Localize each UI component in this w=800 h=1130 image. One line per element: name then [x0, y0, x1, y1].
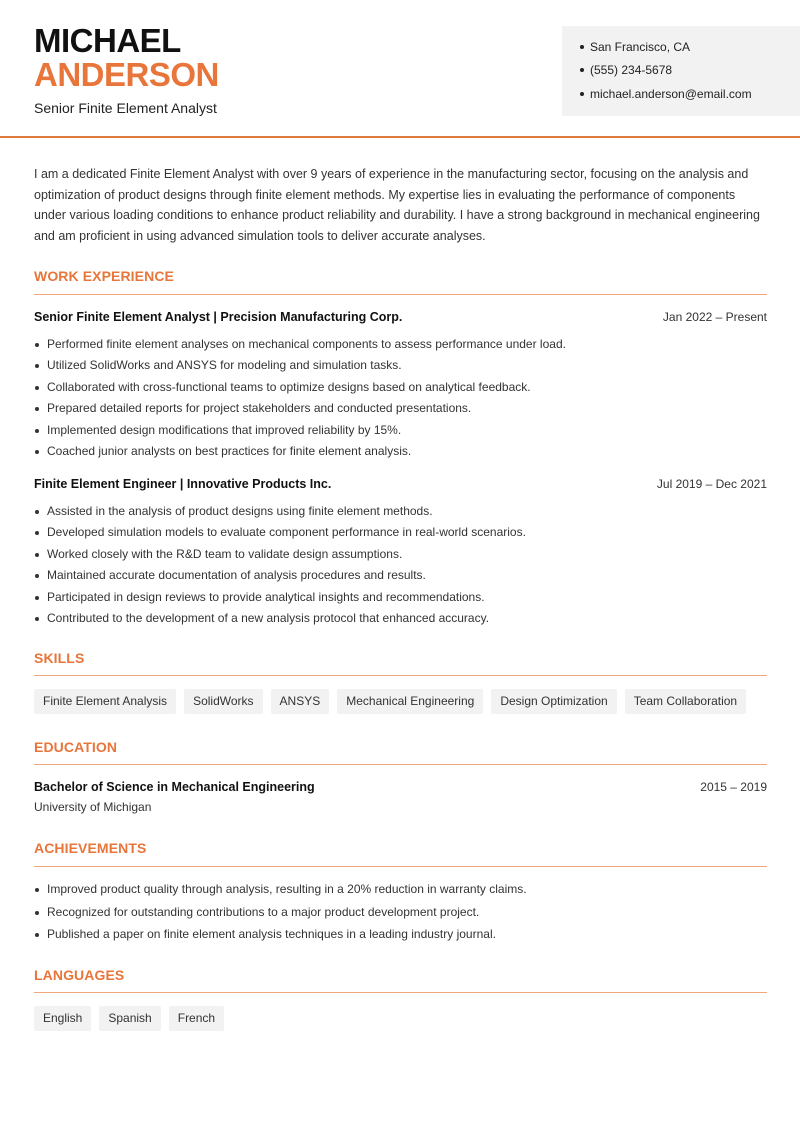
- language-chip: Spanish: [99, 1006, 160, 1031]
- languages-list: [34, 1006, 224, 1031]
- list-item: Improved product quality through analysis, resulting in a 20% reduction in warranty claims.: [34, 881, 767, 904]
- section-divider: [34, 294, 767, 295]
- list-item: Coached junior analysts on best practices for finite element analysis.: [34, 443, 767, 464]
- job-title: Senior Finite Element Analyst: [34, 100, 217, 116]
- section-divider: [34, 764, 767, 765]
- skill-chip: Design Optimization: [491, 689, 616, 714]
- list-item: Participated in design reviews to provide analytical insights and recommendations.: [34, 589, 767, 610]
- section-divider: [34, 992, 767, 993]
- section-divider: [34, 675, 767, 676]
- location-text: San Francisco, CA: [590, 40, 691, 54]
- section-title-education: EDUCATION: [34, 739, 118, 755]
- skill-chip: Finite Element Analysis: [34, 689, 176, 714]
- list-item: Recognized for outstanding contributions to a major product development project.: [34, 904, 767, 927]
- phone-text: (555) 234-5678: [590, 63, 673, 77]
- list-item: Performed finite element analyses on mechanical components to assess performance under load.: [34, 336, 767, 357]
- bullet-icon: [580, 92, 584, 96]
- list-item: Collaborated with cross-functional teams to optimize designs based on analytical feedback.: [34, 379, 767, 400]
- job-bullets: [34, 503, 767, 631]
- first-name: MICHAEL: [34, 22, 181, 59]
- section-title-languages: LANGUAGES: [34, 967, 125, 983]
- skill-chip: SolidWorks: [184, 689, 262, 714]
- list-item: Worked closely with the R&D team to validate design assumptions.: [34, 546, 767, 567]
- job-bullets: [34, 336, 767, 464]
- skill-chip: Team Collaboration: [625, 689, 746, 714]
- contact-box: [562, 26, 800, 116]
- education-dates: 2015 – 2019: [700, 780, 767, 794]
- skill-chip: ANSYS: [271, 689, 330, 714]
- bullet-icon: [580, 68, 584, 72]
- list-item: Published a paper on finite element analysis techniques in a leading industry journal.: [34, 926, 767, 949]
- resume-header: [0, 0, 800, 138]
- email-text: michael.anderson@email.com: [590, 87, 752, 101]
- section-title-skills: SKILLS: [34, 650, 85, 666]
- job-heading: Finite Element Engineer | Innovative Products Inc.: [34, 477, 332, 491]
- job-dates: Jan 2022 – Present: [662, 310, 767, 324]
- list-item: Contributed to the development of a new analysis protocol that enhanced accuracy.: [34, 610, 767, 631]
- list-item: Developed simulation models to evaluate component performance in real-world scenarios.: [34, 524, 767, 545]
- list-item: Maintained accurate documentation of analysis procedures and results.: [34, 567, 767, 588]
- contact-location: [580, 40, 690, 54]
- last-name: ANDERSON: [34, 56, 219, 93]
- achievements-list: [34, 881, 767, 949]
- job-dates: Jul 2019 – Dec 2021: [656, 477, 767, 491]
- school: University of Michigan: [34, 800, 152, 814]
- section-divider: [34, 866, 767, 867]
- list-item: Utilized SolidWorks and ANSYS for modeling and simulation tasks.: [34, 357, 767, 378]
- skills-list: [34, 689, 746, 714]
- list-item: Assisted in the analysis of product designs using finite element methods.: [34, 503, 767, 524]
- list-item: Implemented design modifications that improved reliability by 15%.: [34, 422, 767, 443]
- section-title-achievements: ACHIEVEMENTS: [34, 840, 147, 856]
- contact-email: [580, 87, 752, 101]
- list-item: Prepared detailed reports for project stakeholders and conducted presentations.: [34, 400, 767, 421]
- skill-chip: Mechanical Engineering: [337, 689, 483, 714]
- job-heading: Senior Finite Element Analyst | Precision Manufacturing Corp.: [34, 310, 403, 324]
- section-title-work: WORK EXPERIENCE: [34, 268, 174, 284]
- bullet-icon: [580, 45, 584, 49]
- language-chip: French: [169, 1006, 224, 1031]
- summary-paragraph: I am a dedicated Finite Element Analyst with over 9 years of experience in the manufacturing sector, focusing on the analysis and optimization of product designs through finite element methods. My expertise lies in evaluating the performance of components under various loading conditions to enhance product reliability and durability. I have a strong background in mechanical engineering and am proficient in using advanced simulation tools to deliver accurate analyses.: [34, 167, 760, 244]
- language-chip: English: [34, 1006, 91, 1031]
- contact-phone: [580, 63, 672, 77]
- degree: Bachelor of Science in Mechanical Engineering: [34, 780, 315, 794]
